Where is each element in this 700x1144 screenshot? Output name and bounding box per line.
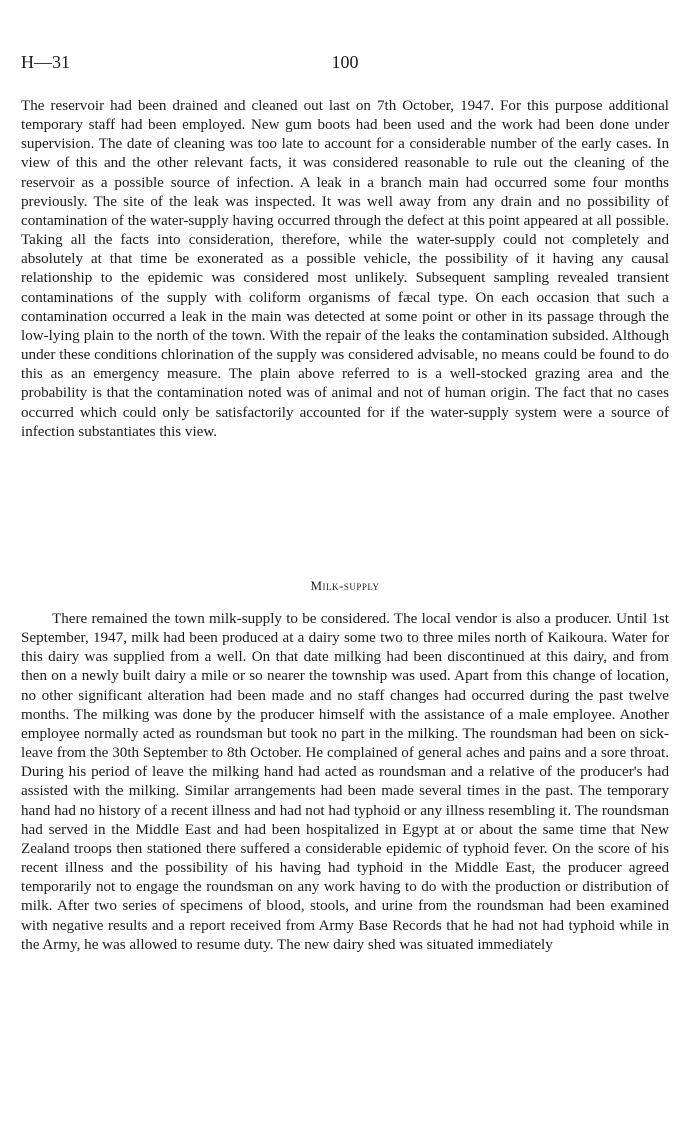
body-paragraph-reservoir: The reservoir had been drained and cleaned out last on 7th October, 1947. For this purpose additional temporary staff had been employed. New gum boots had been used and the work had been done under supervision. The date of cleaning was too late to account for a considerable number of the early cases. In view of this and the other relevant facts, it was considered reasonable to rule out the cleaning of the reservoir as a possible source of infection. A leak in a branch main had occurred some four months previously. The site of the leak was inspected. It was well away from any drain and no possibility of contamination of the water-supply having occurred through the defect at this point appeared at all possible. Taking all the facts into consideration, therefore, while the water-supply could not completely and absolutely at that time be exonerated as a possible vehicle, the possibility of it having any causal relationship to the epidemic was considered most unlikely. Subsequent sampling revealed transient contaminations of the supply with coliform organisms of fæcal type. On each occasion that such a contamination occurred a leak in the main was detected at some point or other in its passage through the low-lying plain to the north of the town. With the repair of the leaks the contamination subsided. Although under these conditions chlorination of the supply was considered advisable, no means could be found to do this as an emergency measure. The plain above referred to is a well-stocked grazing area and the probability is that the contamination noted was of animal and not of human origin. The fact that no cases occurred which could only be satisfactorily accounted for if the water-supply system were a source of infection substantiates this view.: [21, 98, 669, 440]
body-paragraph-milk-supply: There remained the town milk-supply to be considered. The local vendor is also a producer. Until 1st September, 1947, milk had been produced at a dairy some two to three miles north of Kaikoura. Water for this dairy was supplied from a well. On that date milking had been discontinued at this dairy, and from then on a newly built dairy a mile or so nearer the township was used. Apart from this change of location, no other significant alteration had been made and no staff changes had occurred during the past twelve months. The milking was done by the producer himself with the assistance of a male employee. Another employee normally acted as roundsman but took no part in the milking. The roundsman had been on sick-leave from the 30th September to 8th October. He complained of general aches and pains and a sore throat. During his period of leave the milking hand had acted as roundsman and a relative of the producer's had assisted with the milking. Similar arrangements had been made several times in the past. The temporary hand had no history of a recent illness and had not had typhoid or any illness resembling it. The roundsman had served in the Middle East and had been hospitalized in Egypt at or about the same time that New Zealand troops then stationed there suffered a considerable epidemic of typhoid fever. On the score of his recent illness and the possibility of his having had typhoid in the Middle East, the producer agreed temporarily not to engage the roundsman on any work having to do with the production or distribution of milk. After two series of specimens of blood, stools, and urine from the roundsman had been examined with negative results and a report received from Army Base Records that he had not had typhoid while in the Army, he was allowed to resume duty. The new dairy shed was situated immediately: [21, 611, 669, 953]
page-header: [21, 52, 669, 80]
document-series-code: H—31: [21, 52, 70, 72]
section-heading-milk-supply: Milk-supply: [310, 578, 380, 593]
page-number: 100: [331, 52, 359, 72]
